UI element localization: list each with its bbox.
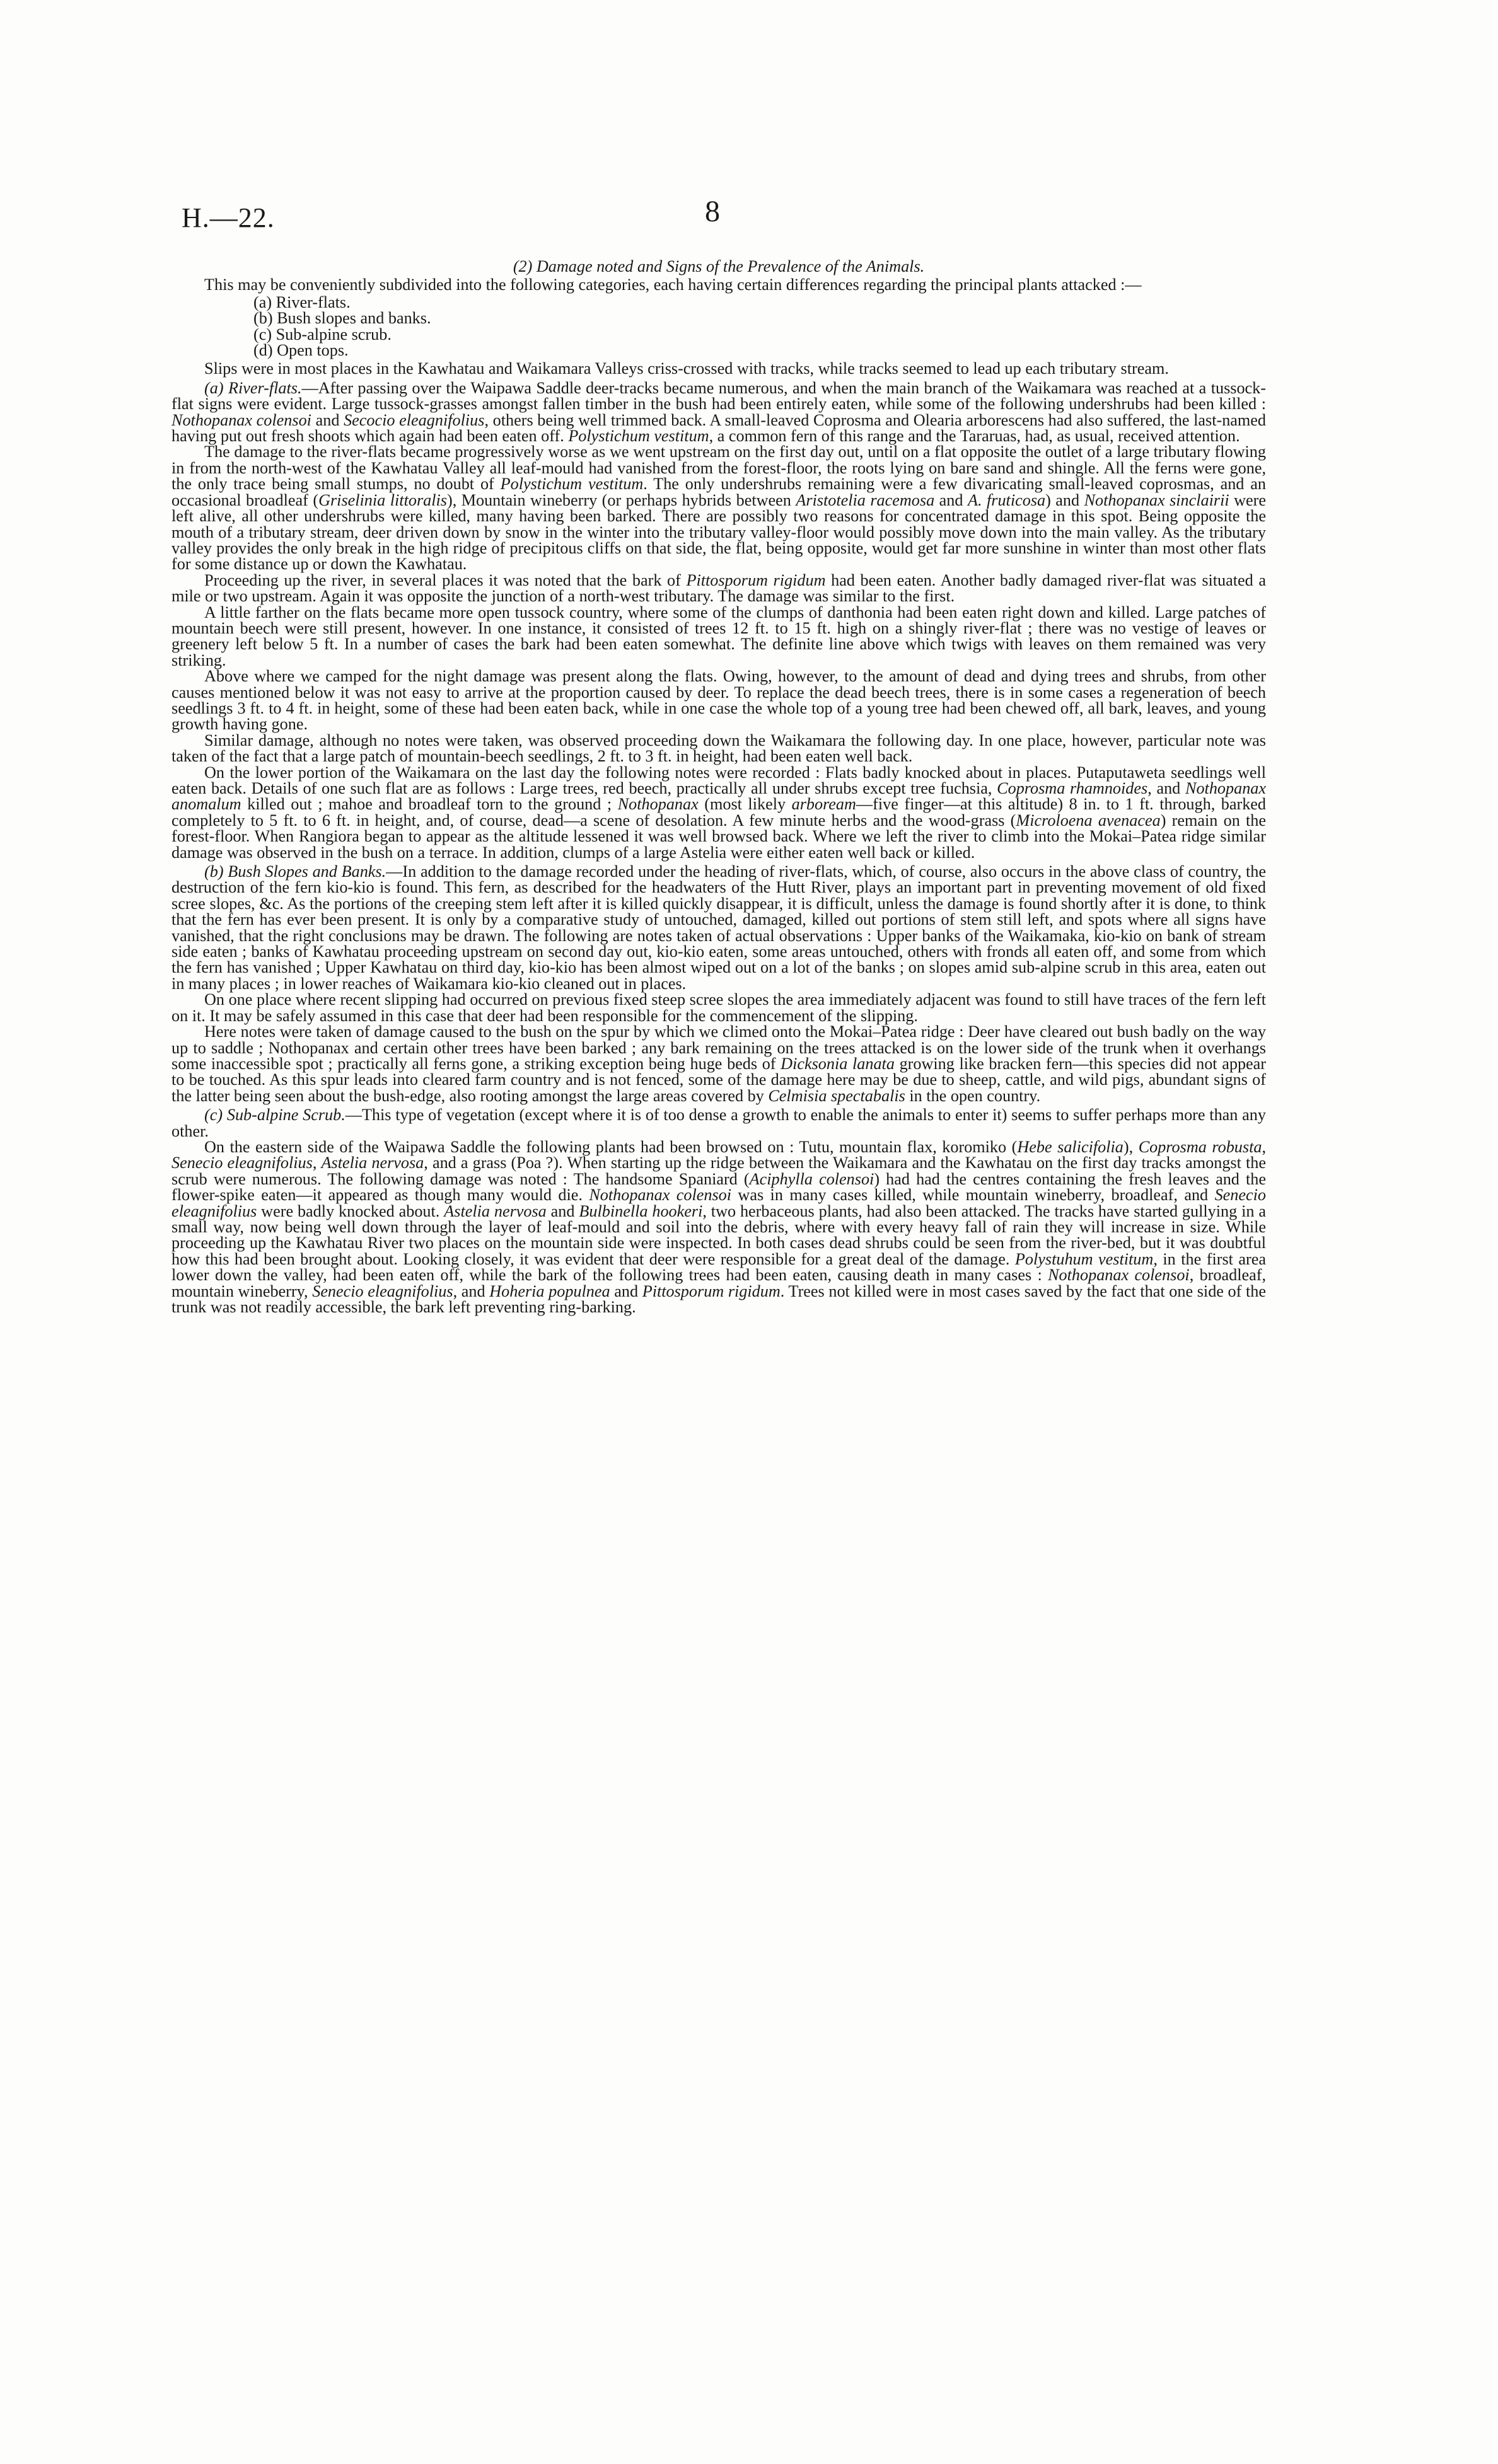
text-run: had been eaten. Another badly damaged river-flat was situated a mile or two upstream. Again it was opposite the junction of a north-west tributary. The damage was similar to the first. [171, 570, 1267, 606]
text-run: , [312, 1154, 322, 1172]
species-name: Pittosporum rigidum [642, 1281, 781, 1300]
species-name: Senecio eleagnifolius [171, 1186, 1266, 1220]
text-run: ) and [1045, 490, 1084, 509]
page-body [171, 258, 1266, 1315]
species-name: Astelia nervosa [444, 1201, 547, 1220]
category-list [171, 294, 1266, 359]
text-run: . The only undershrubs remaining were a few divaricating small-leaved coprosmas, and an occasional broadleaf ( [171, 475, 1266, 509]
species-name: Aristotelia racemosa [796, 490, 935, 509]
category-item: (c) Sub-alpine scrub. [253, 325, 392, 344]
species-name: Astelia nervosa [321, 1154, 424, 1172]
text-run: —This type of vegetation (except where it is of too dense a growth to enable the animals to enter it) seems to suffer perhaps more than any other. [171, 1106, 1266, 1140]
text-run: . Trees not killed were in most cases saved by the fact that one side of the trunk was not readily accessible, the bark left preventing ring-barking. [171, 1281, 1266, 1316]
text-run: and [934, 490, 968, 509]
text-run: , and a grass (Poa ?). When starting up the ridge between the Waikamara and the Kawhatau on the first day tracks amongst the scrub were numerous. The following damage was noted : The handsome Spaniard ( [171, 1154, 1266, 1188]
bush-slopes-paragraph-2: On one place where recent slipping had occurred on previous fixed steep scree slopes the area immediately adjacent was found to still have traces of the fern left on it. It may be safely assumed in this case that deer had been responsible for the commencement of the slipping. [171, 990, 1266, 1025]
text-run: Proceeding up the river, in several places it was noted that the bark of [204, 570, 687, 589]
species-name: Aciphylla colensoi [749, 1169, 874, 1188]
species-name: Senecio eleagnifolius [171, 1154, 313, 1172]
species-name: Secocio eleagnifolius [344, 410, 485, 429]
subheading: (c) Sub-alpine Scrub. [204, 1106, 345, 1125]
river-flats-paragraph-6: Similar damage, although no notes were taken, was observed proceeding down the Waikamara the following day. In one place, however, particular note was taken of the fact that a large patch of mountain-beech seedlings, 2 ft. to 3 ft. in height, had been eaten well back. [171, 731, 1266, 766]
species-name: Nothopanax colensoi [589, 1186, 732, 1205]
text-run: , others being well trimmed back. A small-leaved Coprosma and Olearia arborescens had also suffered, the last-named having put out fresh shoots which again had been eaten off. [171, 410, 1267, 446]
category-item: (d) Open tops. [253, 341, 349, 360]
species-name: Microloena avenacea [1016, 811, 1161, 830]
species-name: Polystuhum vestitum [1014, 1249, 1154, 1268]
river-flats-paragraph-4: A little farther on the flats became more open tussock country, where some of the clumps of danthonia had been eaten right down and killed. Large patches of mountain beech were still present, however. In one instance, it consisted of trees 12 ft. to 15 ft. high on a shingly river-flat ; there was no vestige of leaves or greenery left below 5 ft. In a number of cases the bark had been eaten somewhat. The definite line above which twigs with leaves on them remained was very striking. [171, 603, 1266, 669]
text-run: and [610, 1281, 642, 1300]
report-reference: H.—22. [182, 202, 275, 233]
text-run: , [1262, 1137, 1266, 1156]
text-run: were badly knocked about. [257, 1201, 444, 1220]
species-name: Senecio eleagnifolius [312, 1281, 453, 1300]
text-run: , broadleaf, mountain wineberry, [171, 1266, 1267, 1300]
section-heading: (2) Damage noted and Signs of the Prevalence of the Animals. [513, 257, 925, 275]
river-flats-paragraph-5: Above where we camped for the night damage was present along the flats. Owing, however, to the amount of dead and dying trees and shrubs, from other causes mentioned below it was not easy to arrive at the proportion caused by deer. To replace the dead beech trees, there is in some cases a regeneration of beech seedlings 3 ft. to 4 ft. in height, some of these had been eaten back, while in one case the whole top of a young tree had been chewed off, all bark, leaves, and young growth having gone. [171, 667, 1266, 734]
text-run: were left alive, all other undershrubs were killed, many having been barked. There are possibly two reasons for concentrated damage in this spot. Being opposite the mouth of a tributary stream, deer driven down by snow in the winter into the tributary valley-floor would possibly move down into the main valley. As the tributary valley provides the only break in the high ridge of precipitous cliffs on that side, the flat, being opposite, would get far more sunshine in winter than most other flats for some distance up or down the Kawhatau. [171, 490, 1267, 574]
text-run: and [546, 1201, 579, 1220]
category-item: (a) River-flats. [253, 292, 351, 311]
text-run: , a common fern of this range and the Tararuas, had, as usual, received attention. [709, 427, 1240, 446]
slips-paragraph: Slips were in most places in the Kawhatau and Waikamara Valleys criss-crossed with tracks, while tracks seemed to lead up each tributary stream. [204, 359, 1169, 378]
text-run: , in the first area lower down the valley, had been eaten off, while the bark of the following trees had been eaten, causing death in many cases : [171, 1249, 1266, 1285]
text-run: —five finger—at this altitude) 8 in. to 1 ft. through, barked completely to 5 ft. to 6 ft. in height, and, of course, dead—a scene of desolation. A few minute herbs and the wood-grass ( [171, 795, 1267, 830]
sub-alpine-paragraph-2 [171, 1139, 1266, 1315]
text-run: —In addition to the damage recorded under the heading of river-flats, which, of course, also occurs in the above class of country, the destruction of the fern kio-kio is found. This fern, as described for the headwaters of the Hutt River, plays an important part in preventing movement of old fixed scree slopes, &c. As the portions of the creeping stem left after it is killed quickly disappear, it is difficult, unless the damage is found shortly after it is done, to think that the fern has ever been present. It is only by a comparative study of untouched, damaged, killed out portions of stem still left, and spots where all signs have vanished, that the right conclusions may be drawn. The following are notes taken of actual observations : Upper banks of the Waikamaka, kio-kio on bank of stream side eaten ; banks of Kawhatau proceeding upstream on second day out, kio-kio eaten, some areas untouched, others with fronds all eaten off, and some from which the fern has vanished ; Upper Kawhatau on third day, kio-kio has been almost wiped out on a lot of the banks ; on slopes amid sub-alpine scrub in this area, eaten out in many places ; in lower reaches of Waikamara kio-kio cleaned out in places. [171, 862, 1267, 993]
text-run: in the open country. [905, 1086, 1041, 1105]
text-run: (most likely [698, 795, 792, 814]
text-run: The damage to the river-flats became progressively worse as we went upstream on the first day out, until on a flat opposite the outlet of a large tributary flowing in from the north-west of the Kawhatau Valley all leaf-mould had vanished from the forest-floor, the roots lying on bare sand and shingle. All the ferns were gone, the only trace being small stumps, no doubt of [171, 442, 1266, 494]
bush-slopes-paragraph-3 [171, 1024, 1266, 1104]
subheading: (a) River-flats. [204, 378, 302, 397]
species-name: Coprosma rhamnoides [997, 779, 1148, 797]
text-run: ), [1123, 1137, 1139, 1156]
species-name: Polystichum vestitum [568, 427, 709, 446]
species-name: Dicksonia lanata [781, 1054, 895, 1073]
river-flats-paragraph-3 [171, 572, 1266, 604]
text-run: Here notes were taken of damage caused to the bush on the spur by which we climed onto the Mokai–Patea ridge : Deer have cleared out bush badly on the way up to saddle ; Nothopanax and certain other trees have been barked ; any bark remaining on the trees attacked is on the lower side of the trunk when it overhangs some inaccessible spot ; practically all ferns gone, a striking exception being huge beds of [171, 1022, 1266, 1073]
text-run: and [311, 410, 344, 429]
text-run: —After passing over the Waipawa Saddle deer-tracks became numerous, and when the main branch of the Waikamara was reached at a tussock-flat signs were evident. Large tussock-grasses amongst fallen timber in the bush had been entirely eaten, while some of the following undershrubs had been killed : [171, 378, 1266, 414]
text-run: , two herbaceous plants, had also been attacked. The tracks have started gullying in a small way, now being well down through the layer of leaf-mould and soil into the debris, where with every heavy fall of rain they will increase in size. While proceeding up the Kawhatau River two places on the mountain side were inspected. In both cases dead shrubs could be seen from the river-bed, but it was doubtful how this had been brought about. Looking closely, it was evident that deer were responsible for a great deal of the damage. [171, 1201, 1266, 1268]
intro-paragraph: This may be conveniently subdivided into the following categories, each having certain differences regarding the principal plants attacked :— [204, 275, 1142, 294]
text-run: ) had had the centres containing the fresh leaves and the flower-spike eaten—it appeared as though many would die. [171, 1169, 1267, 1205]
category-item: (b) Bush slopes and banks. [253, 309, 431, 328]
page-number: 8 [705, 195, 720, 228]
species-name: Nothopanax colensoi [1048, 1266, 1190, 1285]
species-name: Hoheria populnea [489, 1281, 610, 1300]
river-flats-paragraph-2 [171, 444, 1266, 572]
text-run: growing like bracken fern—this species did not appear to be touched. As this spur leads into cleared farm country and is not fenced, some of the damage here may be due to sheep, cattle, and wild pigs, abundant signs of the latter being seen about the bush-edge, also rooting amongst the large areas covered by [171, 1054, 1267, 1105]
species-name: Bulbinella hookeri [579, 1201, 703, 1220]
sub-alpine-paragraph-1 [171, 1107, 1266, 1139]
species-name: Nothopanax colensoi [171, 410, 311, 429]
text-run: , and [1147, 779, 1185, 797]
species-name: Nothopanax sinclairii [1084, 490, 1229, 509]
species-name: Pittosporum rigidum [686, 570, 826, 589]
text-run: ) remain on the forest-floor. When Rangiora began to appear as the altitude lessened it was well browsed back. Where we left the river to climb into the Mokai–Patea ridge similar damage was observed in the bush on a terrace. In addition, clumps of a large Astelia were either eaten well back or killed. [171, 811, 1267, 862]
species-name: Hebe salicifolia [1017, 1137, 1124, 1156]
text-run: killed out ; mahoe and broadleaf torn to the ground ; [241, 795, 618, 814]
text-run: , and [453, 1281, 490, 1300]
text-run: On the eastern side of the Waipawa Saddle the following plants had been browsed on : Tutu, mountain flax, koromiko ( [204, 1137, 1018, 1156]
species-name: Nothopanax anomalum [171, 779, 1267, 814]
species-name: Coprosma robusta [1138, 1137, 1262, 1156]
text-run: ), Mountain wineberry (or perhaps hybrids between [446, 490, 796, 509]
subheading: (b) Bush Slopes and Banks. [204, 862, 386, 881]
text-run: was in many cases killed, while mountain wineberry, broadleaf, and [731, 1186, 1215, 1205]
river-flats-paragraph-1 [171, 380, 1266, 444]
species-name: Celmisia spectabalis [768, 1086, 905, 1105]
text-run: On the lower portion of the Waikamara on the last day the following notes were recorded : Flats badly knocked about in places. Putaputaweta seedlings well eaten back. Details of one such flat are as follows : Large trees, red beech, practically all under shrubs except tree fuchsia, [171, 763, 1266, 797]
species-name: Polystichum vestitum [500, 475, 644, 494]
species-name: A. fruticosa [967, 490, 1046, 509]
species-name: Nothopanax [617, 795, 699, 814]
species-name: arboream [791, 795, 856, 814]
species-name: Griselinia littoralis [318, 490, 447, 509]
bush-slopes-paragraph-1 [171, 864, 1266, 992]
river-flats-paragraph-7 [171, 765, 1266, 860]
